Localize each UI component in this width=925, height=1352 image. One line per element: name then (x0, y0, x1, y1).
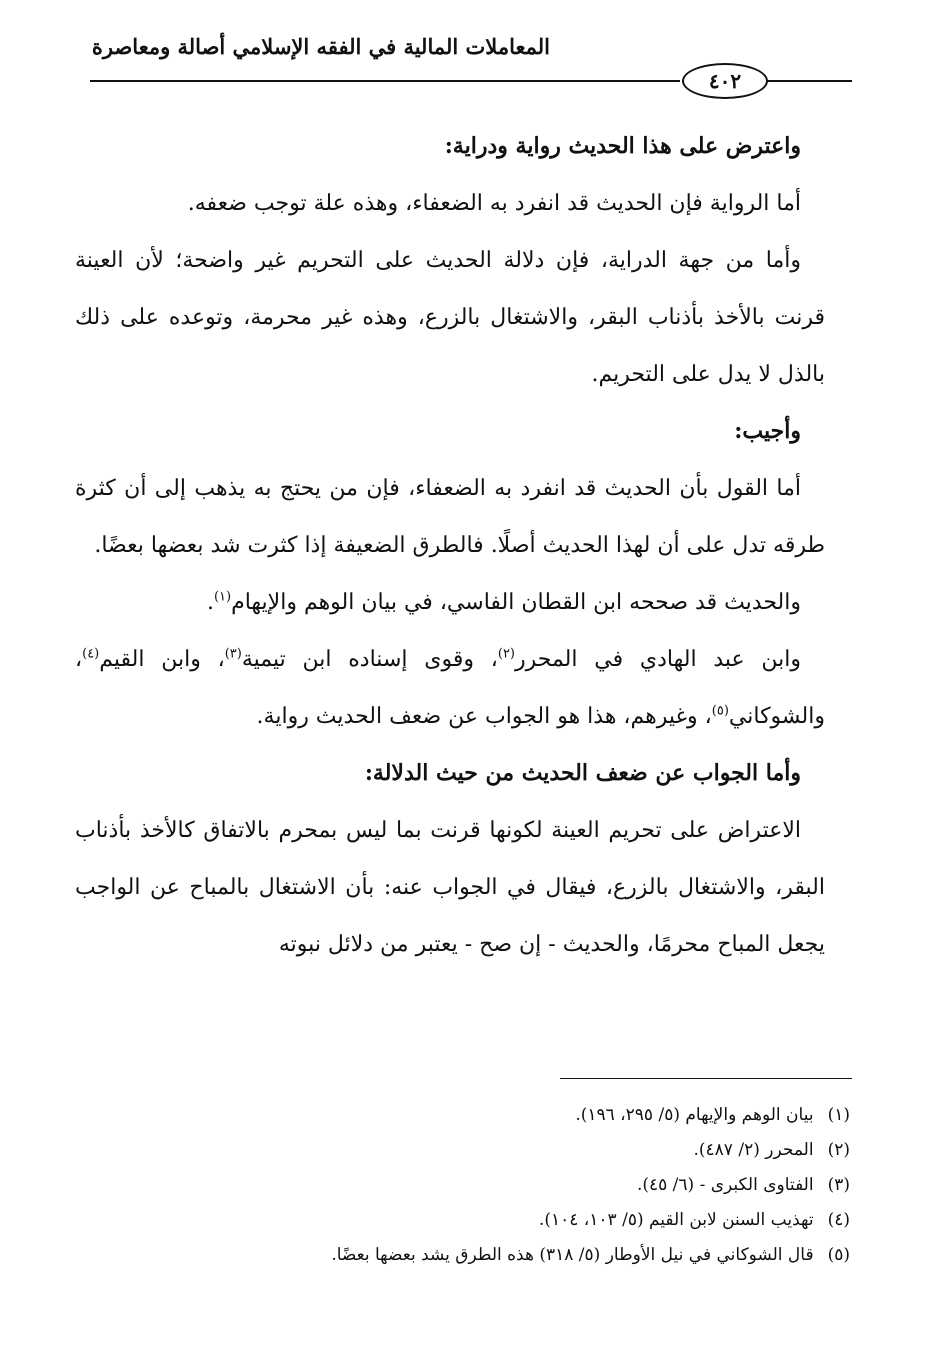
authentication-end: . (206, 590, 214, 615)
header-rule-left (90, 80, 680, 82)
footnote-mark: (٤) (827, 1210, 850, 1230)
footnote-ref-4: (٤) (82, 646, 100, 662)
answer-heading: وأجيب: (734, 418, 801, 444)
scholars-text-1: وابن عبد الهادي في المحرر (515, 647, 802, 672)
footnote-mark: (١) (827, 1105, 850, 1125)
footnote-item (70, 1203, 850, 1238)
footnote-ref-2: (٢) (497, 646, 515, 662)
paragraph-scholars (75, 631, 825, 745)
scholars-text-2: ، وقوى إسناده ابن تيمية (241, 647, 498, 672)
footnote-ref-5: (٥) (711, 703, 729, 719)
footnote-text: قال الشوكاني في نيل الأوطار (٥/ ٣١٨) هذه الطرق يشد بعضها بعضًا. (331, 1245, 814, 1265)
objection-heading: واعترض على هذا الحديث رواية ودراية: (444, 133, 801, 159)
footnote-mark: (٢) (827, 1140, 850, 1160)
footnotes (70, 1098, 850, 1273)
page-number-badge (682, 63, 768, 99)
footnote-ref-3: (٣) (224, 646, 242, 662)
indication-heading: وأما الجواب عن ضعف الحديث من حيث الدلالة: (364, 760, 801, 786)
footnote-text: المحرر (٢/ ٤٨٧). (693, 1140, 814, 1160)
scholars-text-3: ، وابن القيم (99, 647, 225, 672)
body-text (75, 118, 825, 973)
footnote-text: الفتاوى الكبرى - (٦/ ٤٥). (636, 1175, 814, 1195)
page-number: ٤٠٢ (708, 69, 742, 93)
footnote-separator (560, 1078, 852, 1079)
scholars-text-5: ، وغيرهم، هذا هو الجواب عن ضعف الحديث رواية. (256, 704, 712, 729)
scholars-text-4: ، والشوكاني (75, 647, 825, 729)
paragraph-narration: أما الرواية فإن الحديث قد انفرد به الضعفاء، وهذه علة توجب ضعفه. (187, 191, 801, 216)
footnote-text: تهذيب السنن لابن القيم (٥/ ١٠٣، ١٠٤). (538, 1210, 814, 1230)
footnote-text: بيان الوهم والإيهام (٥/ ٢٩٥، ١٩٦). (575, 1105, 814, 1125)
footnote-mark: (٥) (827, 1245, 850, 1265)
paragraph-understanding: وأما من جهة الدراية، فإن دلالة الحديث على التحريم غير واضحة؛ لأن العينة قرنت بالأخذ بأذناب البقر، والاشتغال بالزرع، وهذه غير محرمة، وتوعده على ذلك بالذل لا يدل على التحريم. (75, 248, 825, 387)
footnote-item (70, 1238, 850, 1273)
header-rule-right (766, 80, 852, 82)
paragraph-authentication (75, 574, 825, 631)
authentication-text: والحديث قد صححه ابن القطان الفاسي، في بيان الوهم والإيهام (231, 590, 801, 615)
paragraph-indication-answer: الاعتراض على تحريم العينة لكونها قرنت بما ليس بمحرم بالاتفاق كالأخذ بأذناب البقر، والاشتغال بالزرع، فيقال في الجواب عنه: بأن الاشتغال بالمباح عن الواجب يجعل المباح محرمًا، والحديث - إن صح - يعتبر من دلائل نبوته (75, 818, 825, 957)
running-title: المعاملات المالية في الفقه الإسلامي أصالة ومعاصرة (91, 34, 550, 59)
footnote-mark: (٣) (827, 1175, 850, 1195)
footnote-item (70, 1098, 850, 1133)
paragraph-answer: أما القول بأن الحديث قد انفرد به الضعفاء، فإن من يحتج به يذهب إلى أن كثرة طرقه تدل على أن لهذا الحديث أصلًا. فالطرق الضعيفة إذا كثرت شد بعضها بعضًا. (75, 476, 825, 558)
footnote-item (70, 1133, 850, 1168)
footnote-ref-1: (١) (213, 589, 232, 605)
footnote-item (70, 1168, 850, 1203)
